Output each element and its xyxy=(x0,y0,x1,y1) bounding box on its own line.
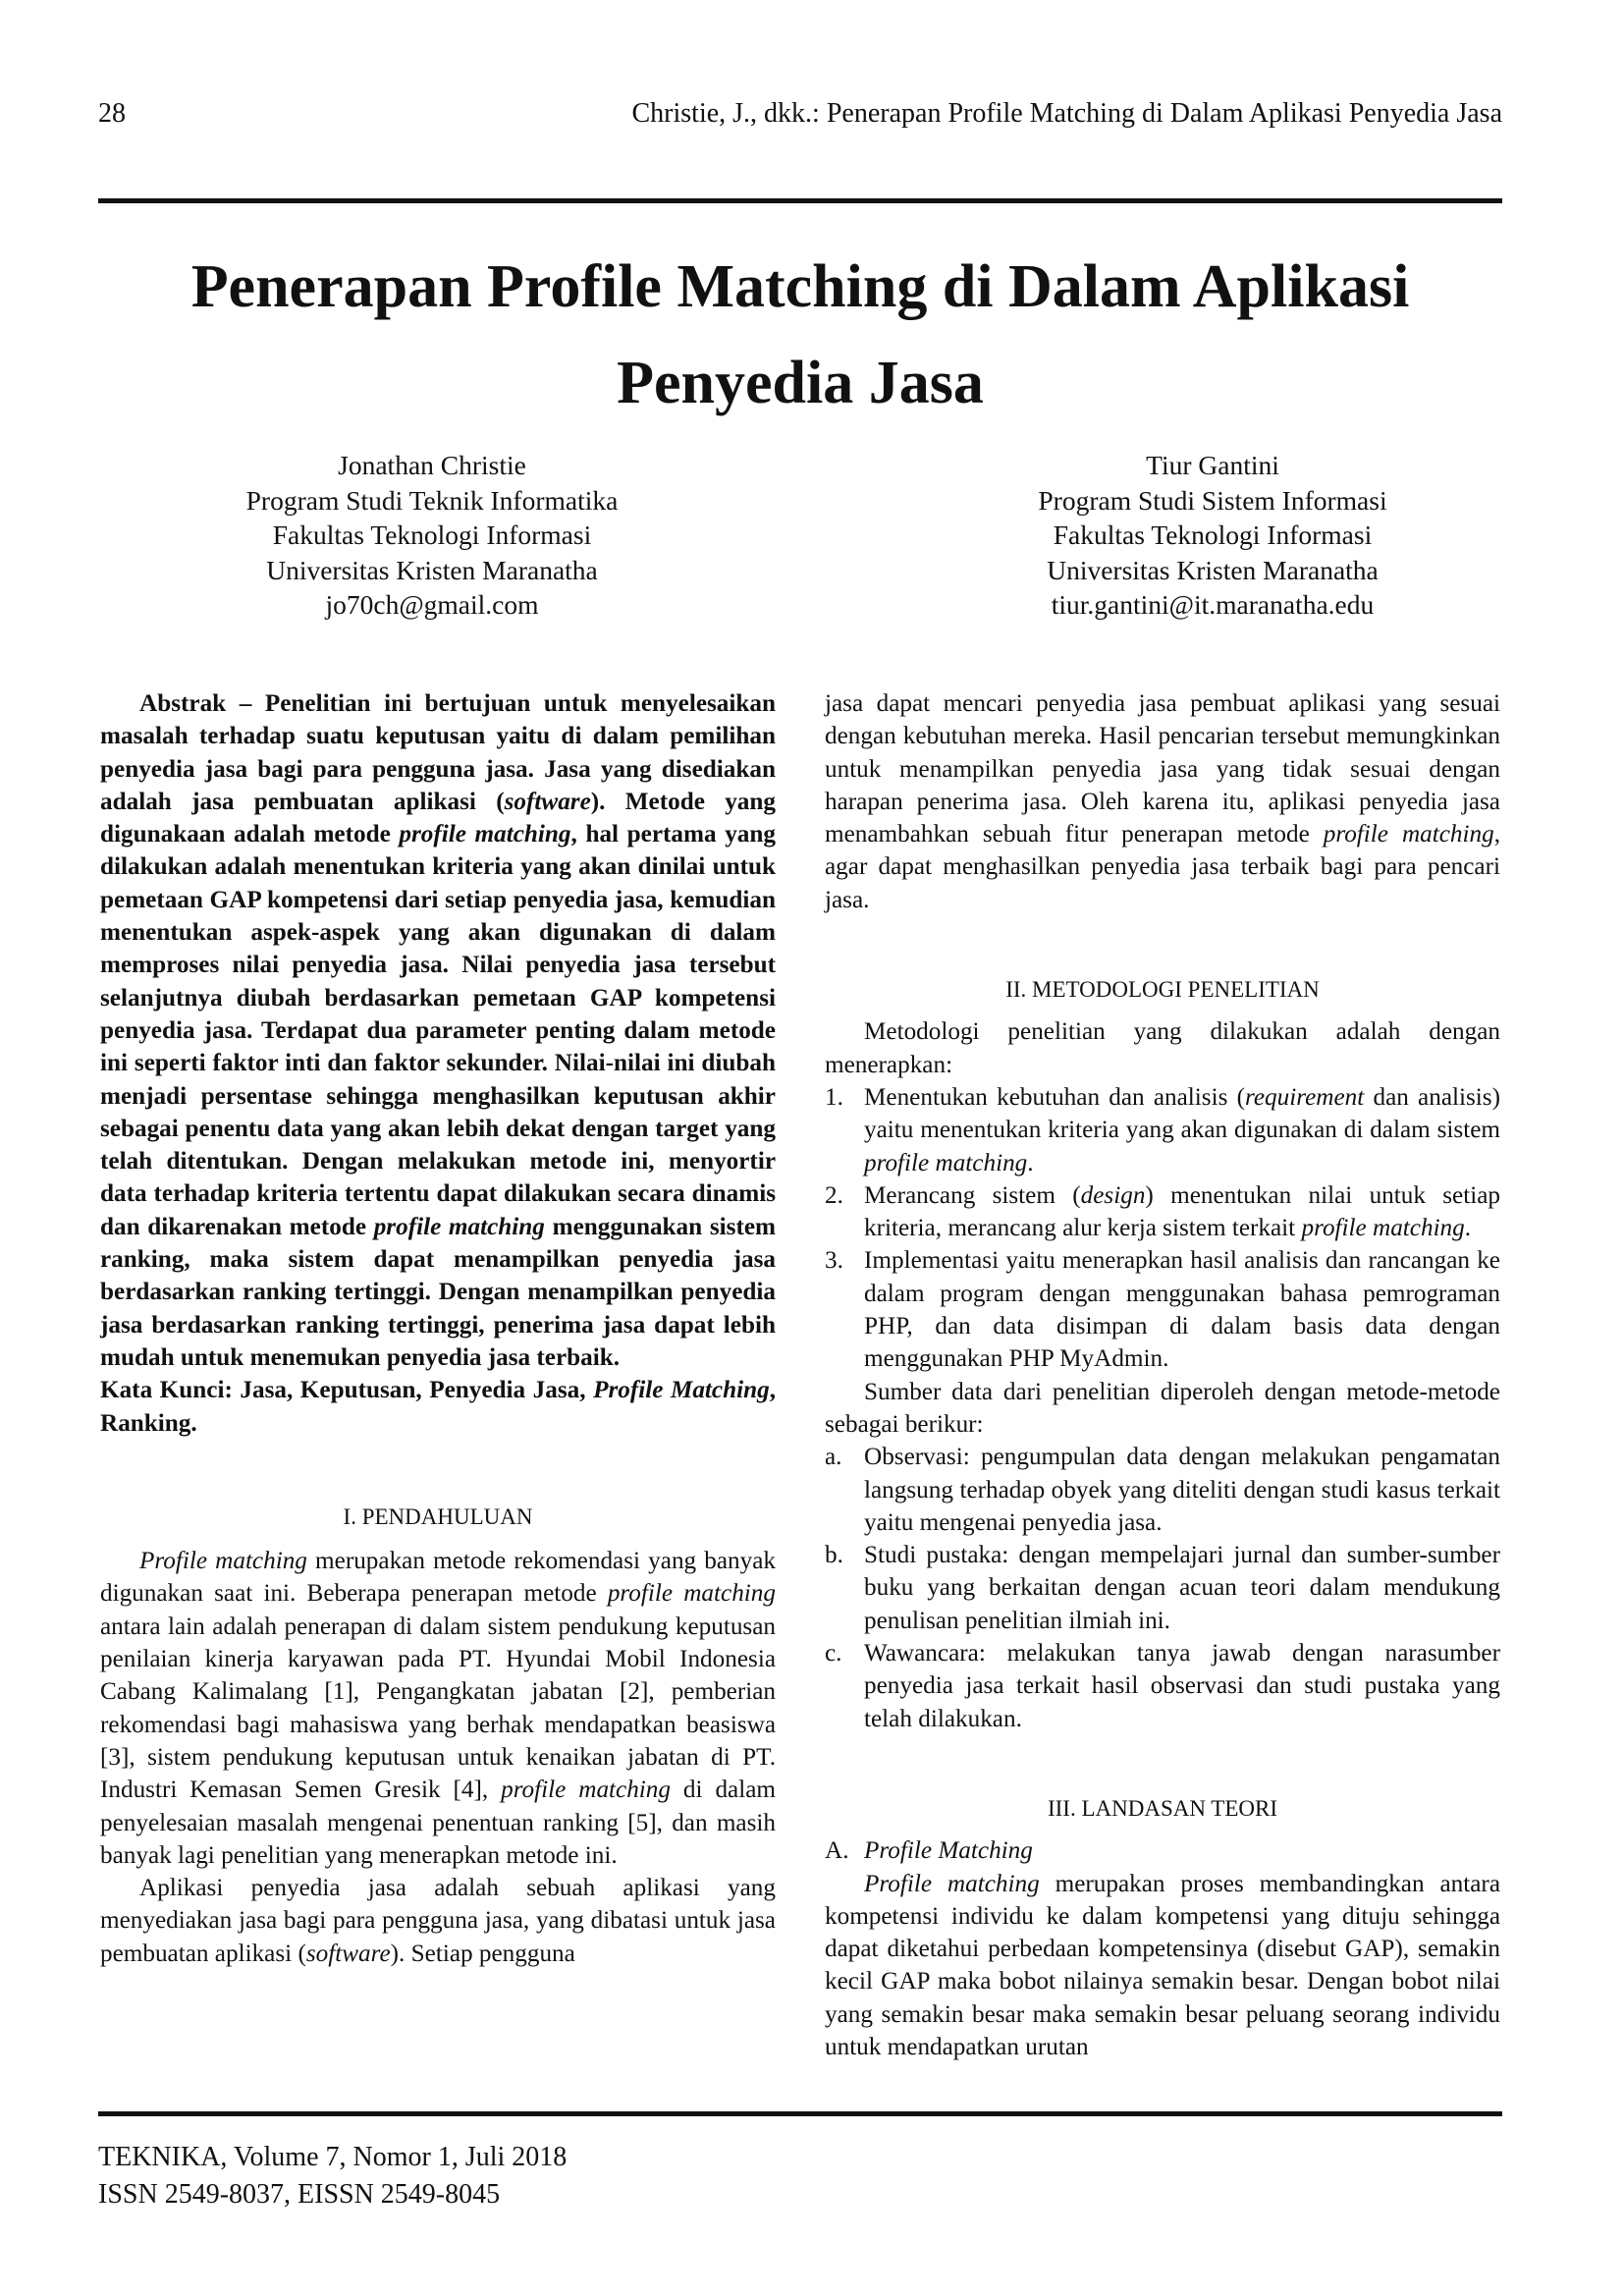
author-university: Universitas Kristen Maranatha xyxy=(1047,554,1379,585)
journal-issn: ISSN 2549-8037, EISSN 2549-8045 xyxy=(98,2179,501,2210)
section-heading-metodologi: II. METODOLOGI PENELITIAN xyxy=(1005,977,1320,1003)
intro-paragraph-3: jasa dapat mencari penyedia jasa pembuat aplikasi yang sesuai dengan kebutuhan mereka. Hasil pencarian tersebut memungkinkan untuk menampilkan penyedia jasa yang tidak sesuai dengan harapan penerima jasa. Oleh karena itu, aplikasi penyedia jasa menambahkan sebuah fitur penerapan metode profile matching, agar dapat menghasilkan penyedia jasa terbaik bagi para pencari jasa. xyxy=(825,690,1501,913)
header-rule xyxy=(98,198,1502,203)
journal-volume: TEKNIKA, Volume 7, Nomor 1, Juli 2018 xyxy=(98,2142,568,2172)
list-item: 3. Implementasi yaitu menerapkan hasil analisis dan rancangan ke dalam program dengan menggunakan bahasa pemrograman PHP, dan data disimpan di dalam basis data dengan menggunakan PHP MyAdmin. xyxy=(825,1247,1500,1373)
author-block-2 xyxy=(918,448,1507,623)
author-university: Universitas Kristen Maranatha xyxy=(266,554,598,585)
author-faculty: Fakultas Teknologi Informasi xyxy=(272,519,592,550)
intro-paragraph-2: Aplikasi penyedia jasa adalah sebuah aplikasi yang menyediakan jasa bagi para pengguna jasa, yang dibatasi untuk jasa pembuatan aplikasi (software). Setiap pengguna xyxy=(100,1875,776,1967)
author-name: Jonathan Christie xyxy=(338,450,526,480)
author-program: Program Studi Teknik Informatika xyxy=(245,484,619,516)
list-item: 2. Merancang sistem (design) menentukan nilai untuk setiap kriteria, merancang alur kerja sistem terkait profile matching. xyxy=(825,1181,1501,1242)
right-column xyxy=(825,687,1500,2063)
theory-paragraph: Profile matching merupakan proses membandingkan antara kompetensi individu ke dalam kompetensi yang dituju sehingga dapat diketahui perbedaan kompetensinya (disebut GAP), semakin kecil GAP maka bobot nilainya semakin besar. Dengan bobot nilai yang semakin besar maka semakin besar peluang seorang individu untuk mendapatkan urutan xyxy=(825,1870,1500,2060)
author-email: jo70ch@gmail.com xyxy=(325,589,539,620)
section-heading-landasan-teori: III. LANDASAN TEORI xyxy=(1047,1795,1278,1821)
intro-paragraph-1: Profile matching merupakan metode rekomendasi yang banyak digunakan saat ini. Beberapa penerapan metode profile matching antara lain adalah penerapan di dalam sistem pendukung keputusan penilaian kinerja karyawan pada PT. Hyundai Mobil Indonesia Cabang Kalimalang [1], Pengangkatan jabatan [2], pemberian rekomendasi bagi mahasiswa yang berhak mendapatkan beasiswa [3], sistem pendukung keputusan untuk kenaikan jabatan di PT. Industri Kemasan Semen Gresik [4], profile matching di dalam penyelesaian masalah mengenai penentuan ranking [5], dan masih banyak lagi penelitian yang menerapkan metode ini. xyxy=(100,1548,776,1869)
list-item: 1. Menentukan kebutuhan dan analisis (requirement dan analisis) yaitu menentukan kriteria yang akan digunakan di dalam sistem profile matching. xyxy=(825,1083,1500,1176)
author-name: Tiur Gantini xyxy=(1146,450,1279,480)
section-heading-pendahuluan: I. PENDAHULUAN xyxy=(343,1503,533,1529)
method-intro: Metodologi penelitian yang dilakukan adalah dengan menerapkan: xyxy=(825,1018,1500,1078)
journal-footer xyxy=(98,2139,567,2214)
footer-rule xyxy=(98,2111,1502,2116)
author-block-1 xyxy=(137,448,727,623)
sources-intro: Sumber data dari penelitian diperoleh dengan metode-metode sebagai berikur: xyxy=(825,1378,1500,1438)
author-program: Program Studi Sistem Informasi xyxy=(1038,484,1387,516)
list-item: b. Studi pustaka: dengan mempelajari jurnal dan sumber-sumber buku yang berkaitan dengan acuan teori dalam mendukung penulisan penelitian ilmiah ini. xyxy=(825,1542,1500,1634)
subsection-heading: A. Profile Matching xyxy=(825,1837,1033,1865)
title-line-2: Penyedia Jasa xyxy=(617,350,984,416)
list-item: a. Observasi: pengumpulan data dengan melakukan pengamatan langsung terhadap obyek yang diteliti dengan studi kasus terkait yaitu mengenai penyedia jasa. xyxy=(825,1444,1500,1536)
author-faculty: Fakultas Teknologi Informasi xyxy=(1053,519,1373,550)
page-number: 28 xyxy=(98,98,126,129)
title-line-1: Penerapan Profile Matching di Dalam Aplikasi xyxy=(190,253,1410,320)
abstract: Abstrak – Penelitian ini bertujuan untuk menyelesaikan masalah terhadap suatu keputusan yaitu di dalam pemilihan penyedia jasa bagi para pengguna jasa. Jasa yang disediakan adalah jasa pembuatan aplikasi (software). Metode yang digunakaan adalah metode profile matching, hal pertama yang dilakukan adalah menentukan kriteria yang akan dinilai untuk pemetaan GAP kompetensi dari setiap penyedia jasa, kemudian menentukan aspek-aspek yang akan digunakan di dalam memproses nilai penyedia jasa. Nilai penyedia jasa tersebut selanjutnya diubah berdasarkan pemetaan GAP kompetensi penyedia jasa. Terdapat dua parameter penting dalam metode ini seperti faktor inti dan faktor sekunder. Nilai-nilai ini diubah menjadi persentase sehingga menghasilkan keputusan akhir sebagai penentu data yang akan lebih dekat dengan target yang telah ditentukan. Dengan melakukan metode ini, menyortir data terhadap kriteria tertentu dapat dilakukan secara dinamis dan dikarenakan metode profile matching menggunakan sistem ranking, maka sistem dapat menampilkan penyedia jasa berdasarkan ranking tertinggi. Dengan menampilkan penyedia jasa berdasarkan ranking tertinggi, penerima jasa dapat lebih mudah untuk menemukan penyedia jasa terbaik. xyxy=(100,690,776,1371)
running-title: Christie, J., dkk.: Penerapan Profile Matching di Dalam Aplikasi Penyedia Jasa xyxy=(631,98,1502,129)
list-item: c. Wawancara: melakukan tanya jawab dengan narasumber penyedia jasa terkait hasil observasi dan studi pustaka yang telah dilakukan. xyxy=(825,1640,1500,1732)
author-email: tiur.gantini@it.maranatha.edu xyxy=(1051,589,1375,620)
paper-title xyxy=(98,239,1502,431)
left-column xyxy=(100,687,776,1970)
keywords: Kata Kunci: Jasa, Keputusan, Penyedia Jasa, Profile Matching, Ranking. xyxy=(100,1377,777,1437)
